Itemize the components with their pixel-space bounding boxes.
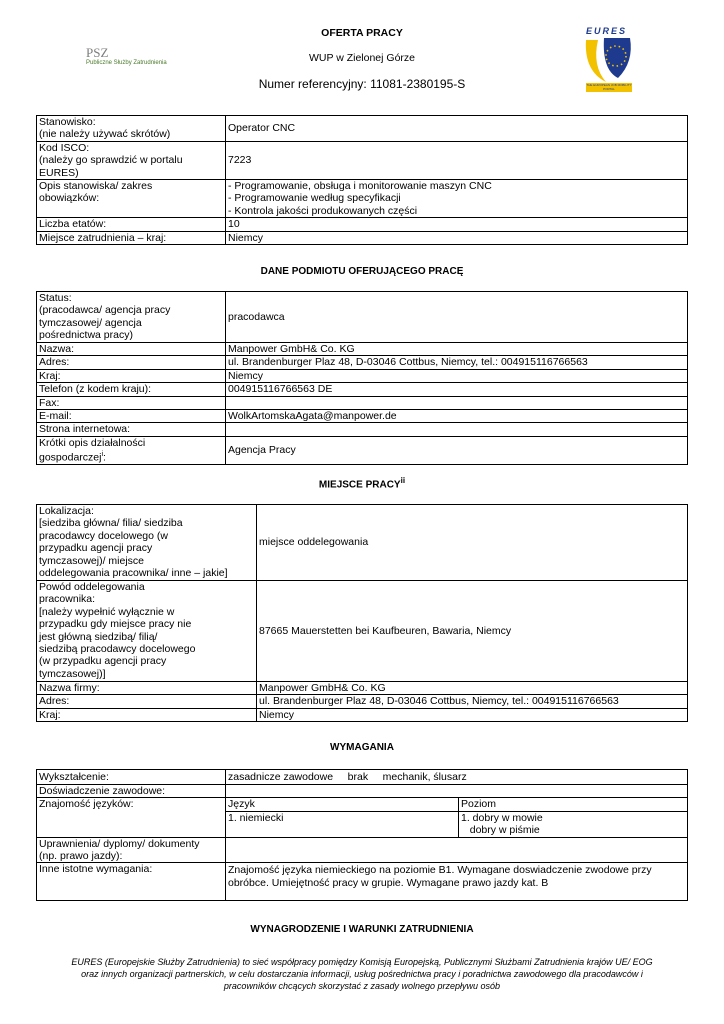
workplace-heading: MIEJSCE PRACY$^{ii}$ <box>318 476 406 491</box>
count-value: 10 <box>226 218 688 231</box>
fax-row <box>37 396 688 409</box>
name-row <box>37 343 688 356</box>
place-value: Niemcy <box>226 231 688 244</box>
workplace-table <box>36 504 688 722</box>
languages-label: Znajomość języków: <box>37 798 226 837</box>
place-label: Miejsce zatrudnienia – kraj: <box>37 231 226 244</box>
country-value: Niemcy <box>226 369 688 382</box>
fax-label: Fax: <box>37 396 226 409</box>
activity-value: Agencja Pracy <box>226 436 688 464</box>
footer-note: EURES (Europejskie Służby Zatrudnienia) to sieć współpracy pomiędzy Komisją Europejską, Publicznymi Służbami Zatrudnienia krajów UE/ EOG oraz innych organizacji partnerskich, w celu dostarczania informacji, usług pośrednictwa pracy i poradnictwa zawodowego dla pracodawców i pracowników chcących skorzystać z zasady wolnego przepływu osób <box>71 957 653 991</box>
position-value: Operator CNC <box>226 116 688 142</box>
office-name: WUP w Zielonej Górze <box>308 52 415 64</box>
eures-logo-text: EURES <box>586 26 628 36</box>
workplace-country-row <box>37 708 688 721</box>
activity-row <box>37 436 688 464</box>
count-label: Liczba etatów: <box>37 218 226 231</box>
education-value: zasadnicze zawodowe brak mechanik, ślusarz <box>226 770 688 785</box>
duties-row <box>37 180 688 218</box>
reason-row <box>37 581 688 682</box>
language-value: 1. niemiecki <box>226 811 459 837</box>
name-label: Nazwa: <box>37 343 226 356</box>
other-label: Inne istotne wymagania: <box>37 863 226 901</box>
reference-number: Numer referencyjny: 11081-2380195-S <box>258 77 466 91</box>
requirements-table <box>36 769 688 901</box>
other-row <box>37 863 688 901</box>
status-value: pracodawca <box>226 292 688 343</box>
requirements-heading: WYMAGANIA <box>330 742 394 753</box>
isco-label: Kod ISCO: (należy go sprawdzić w portalu EURES) <box>37 141 226 179</box>
count-row <box>37 218 688 231</box>
level-column-header: Poziom <box>459 798 688 811</box>
employer-table <box>36 291 688 465</box>
workplace-address-label: Adres: <box>37 695 257 708</box>
eures-logo <box>582 26 638 94</box>
experience-row <box>37 785 688 798</box>
status-label: Status: (pracodawca/ agencja pracy tymczasowej/ agencja pośrednictwa pracy) <box>37 292 226 343</box>
fax-value <box>226 396 688 409</box>
address-row <box>37 356 688 369</box>
employer-heading: DANE PODMIOTU OFERUJĄCEGO PRACĘ <box>260 266 464 277</box>
licenses-label: Uprawnienia/ dyplomy/ dokumenty (np. prawo jazdy): <box>37 837 226 863</box>
isco-value: 7223 <box>226 141 688 179</box>
education-row <box>37 770 688 785</box>
name-value: Manpower GmbH& Co. KG <box>226 343 688 356</box>
experience-value <box>226 785 688 798</box>
email-label: E-mail: <box>37 410 226 423</box>
phone-label: Telefon (z kodem kraju): <box>37 383 226 396</box>
eures-logo-sub: THE EUROPEAN JOB MOBILITY PORTAL <box>586 83 632 91</box>
licenses-value <box>226 837 688 863</box>
other-value: Znajomość języka niemieckiego na poziomie B1. Wymagane doswiadczenie zwodowe przy obróbce. Umiejętność pracy w grupie. Wymagane prawo jazdy kat. B <box>226 863 688 901</box>
position-label: Stanowisko: (nie należy używać skrótów) <box>37 116 226 142</box>
isco-row <box>37 141 688 179</box>
licenses-row <box>37 837 688 863</box>
reason-label: Powód oddelegowania pracownika: [należy wypełnić wyłącznie w przypadku gdy miejsce pracy nie jest główną siedzibą/ filią/ siedzibą pracodawcy docelowego (w przypadku agencji pracy tymczasowej)] <box>37 581 257 682</box>
workplace-address-row <box>37 695 688 708</box>
psz-logo <box>86 46 186 67</box>
phone-row <box>37 383 688 396</box>
place-row <box>37 231 688 244</box>
workplace-address-value: ul. Brandenburger Plaz 48, D-03046 Cottbus, Niemcy, tel.: 004915116766563 <box>257 695 688 708</box>
location-value: miejsce oddelegowania <box>257 505 688 581</box>
position-row <box>37 116 688 142</box>
email-row <box>37 410 688 423</box>
website-row <box>37 423 688 436</box>
psz-logo-sub: Publiczne Służby Zatrudnienia <box>86 60 167 66</box>
salary-heading: WYNAGRODZENIE I WARUNKI ZATRUDNIENIA <box>250 924 474 935</box>
psz-logo-main: PSZ <box>86 45 109 60</box>
languages-header-row <box>37 798 688 811</box>
location-label: Lokalizacja: [siedziba główna/ filia/ siedziba pracodawcy docelowego (w przypadku agencji pracy tymczasowej)/ miejsce oddelegowania pracownika/ inne – jakie] <box>37 505 257 581</box>
address-label: Adres: <box>37 356 226 369</box>
experience-label: Doświadczenie zawodowe: <box>37 785 226 798</box>
company-row <box>37 682 688 695</box>
country-label: Kraj: <box>37 369 226 382</box>
job-table <box>36 115 688 245</box>
website-label: Strona internetowa: <box>37 423 226 436</box>
education-label: Wykształcenie: <box>37 770 226 785</box>
location-row <box>37 505 688 581</box>
level-value: 1. dobry w mowie dobry w piśmie <box>459 811 688 837</box>
duties-value: - Programowanie, obsługa i monitorowanie maszyn CNC - Programowanie według specyfikacji - Kontrola jakości produkowanych części <box>226 180 688 218</box>
workplace-country-value: Niemcy <box>257 708 688 721</box>
document-title: OFERTA PRACY <box>321 27 403 39</box>
email-value[interactable]: WolkArtomskaAgata@manpower.de <box>226 410 688 423</box>
language-column-header: Język <box>226 798 459 811</box>
website-value <box>226 423 688 436</box>
duties-label: Opis stanowiska/ zakres obowiązków: <box>37 180 226 218</box>
activity-label: Krótki opis działalności gospodarczej$^i$: <box>37 436 226 464</box>
country-row <box>37 369 688 382</box>
reason-value: 87665 Mauerstetten bei Kaufbeuren, Bawaria, Niemcy <box>257 581 688 682</box>
phone-value: 004915116766563 DE <box>226 383 688 396</box>
company-value: Manpower GmbH& Co. KG <box>257 682 688 695</box>
address-value: ul. Brandenburger Plaz 48, D-03046 Cottbus, Niemcy, tel.: 004915116766563 <box>226 356 688 369</box>
status-row <box>37 292 688 343</box>
workplace-country-label: Kraj: <box>37 708 257 721</box>
company-label: Nazwa firmy: <box>37 682 257 695</box>
